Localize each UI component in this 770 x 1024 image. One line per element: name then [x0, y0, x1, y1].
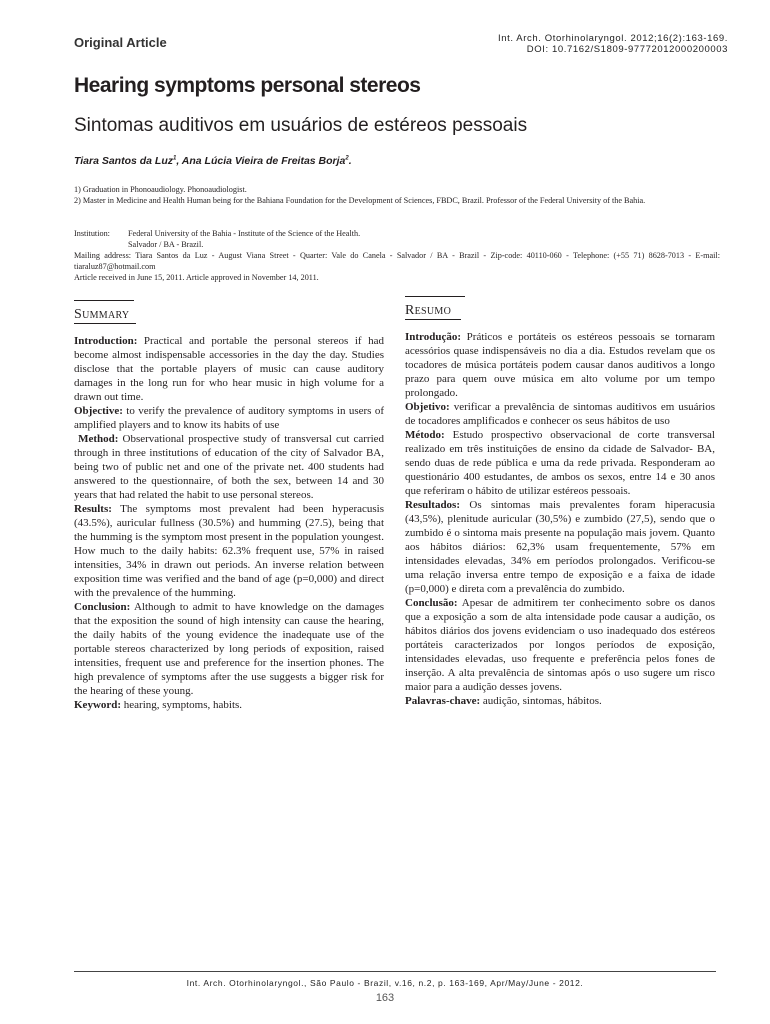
summary-introduction-text: Practical and portable the personal stereos if had become almost indispensable accessories in the day the day. Studies disclose that the portable players of music can cause auditory damages in the long run for who hear music in high volume for a drawn out time.	[74, 335, 384, 403]
resumo-introducao	[405, 330, 715, 400]
journal-citation	[498, 33, 728, 55]
summary-introduction	[74, 334, 384, 404]
resumo-metodo-label: Método:	[405, 429, 445, 441]
summary-objective-text: to verify the prevalence of auditory symptoms in users of amplified players and to know its habits of use	[74, 405, 384, 431]
resumo-resultados-text: Os sintomas mais prevalentes foram hiperacusia (43,5%), plenitude auricular (30,5%) e zumbido (27,5), sendo que o zumbido é o sintoma mais presente na população mais jovem. Quanto aos hábitos diários: 62,3% usam frequentemente, 57% em intensidades elevadas, 34% em períodos prolongados. Verificou-se uma relação inversa entre tempo de exposição e a faixa de idade (p=0,000) e direta com a prevalência do zumbido.	[405, 499, 715, 595]
resumo-introducao-text: Práticos e portáteis os estéreos pessoais se tornaram acessórios quase indispensáveis no dia a dia. Estudos revelam que os tocadores de música portáteis podem causar danos auditivos a longo prazo para quem ouve música em alto volume por um tempo prolongado.	[405, 331, 715, 399]
summary-keywords	[74, 698, 384, 712]
resumo-palavras-chave	[405, 694, 715, 708]
affiliation-1: 1) Graduation in Phonoaudiology. Phonoaudiologist.	[74, 185, 247, 194]
received-approved-dates: Article received in June 15, 2011. Article approved in November 14, 2011.	[74, 273, 319, 282]
institution-line-2: Salvador / BA - Brazil.	[128, 240, 204, 249]
summary-conclusion-text: Although to admit to have knowledge on the damages that the exposition the sound of high intensity can cause the hearing, the daily habits of the young evidence the inadequate use of the portable stereos characterized by long periods of exposition, raised intensities, frequent use and preference for the insertion phones. The high prevalence of symptoms after the use suggests a bigger risk for the hearing of these young.	[74, 601, 384, 697]
summary-conclusion-label: Conclusion:	[74, 601, 131, 613]
summary-method	[74, 432, 384, 502]
resumo-palavras-chave-label: Palavras-chave:	[405, 695, 481, 707]
resumo-conclusao-text: Apesar de admitirem ter conhecimento sobre os danos que a exposição a som de alta intensidade pode causar a audição, os hábitos diários dos jovens evidenciam o uso inadequado dos estéreos portáteis caracterizados por longos períodos de exposição, intensidades elevadas, uso frequente e preferência pelos fones de inserção. A alta prevalência de sintomas após o uso sugere um risco maior para a audição desses jovens.	[405, 597, 715, 693]
summary-results	[74, 502, 384, 600]
resumo-heading: Resumo	[405, 303, 452, 318]
footer-citation: Int. Arch. Otorhinolaryngol., São Paulo - Brazil, v.16, n.2, p. 163-169, Apr/May/June - 2012.	[186, 978, 584, 988]
resumo-objetivo	[405, 400, 715, 428]
author-1-affiliation-marker: 1	[173, 155, 177, 162]
resumo-introducao-label: Introdução:	[405, 331, 462, 343]
author-list-end: .	[348, 155, 352, 167]
resumo-metodo	[405, 428, 715, 498]
resumo-objetivo-text: verificar a prevalência de sintomas auditivos em usuários de tocadores amplificados e conhecer os seus hábitos de uso	[405, 401, 715, 427]
summary-section	[74, 300, 384, 712]
author-1: Tiara Santos da Luz	[74, 155, 173, 167]
author-separator: ,	[176, 155, 182, 167]
author-2: Ana Lúcia Vieira de Freitas Borja	[181, 155, 346, 167]
summary-results-text: The symptoms most prevalent had been hyperacusis (43.5%), auricular fullness (30.5%) and humming (27.5), being that the humming is the symptom most present in the population youngest. How much to the daily habits: 62.3% frequent use, 57% in raised intensities, 34% in drawn out periods. An inverse relation between exposition time was verified and the band of age (p=0,000) and direct with the prevalence of the humming.	[74, 503, 384, 599]
footer-rule	[74, 971, 716, 972]
resumo-resultados	[405, 498, 715, 596]
summary-body	[74, 334, 384, 712]
author-2-affiliation-marker: 2	[345, 155, 349, 162]
resumo-rule	[405, 296, 465, 297]
author-list	[74, 155, 352, 167]
institution-block	[74, 228, 720, 250]
resumo-conclusao	[405, 596, 715, 694]
summary-underline	[74, 323, 136, 324]
resumo-underline	[405, 319, 461, 320]
resumo-body	[405, 330, 715, 708]
summary-results-label: Results:	[74, 503, 112, 515]
summary-conclusion	[74, 600, 384, 698]
affiliations	[74, 184, 720, 206]
affiliation-2: 2) Master in Medicine and Health Human being for the Bahiana Foundation for the Development of Sciences, FBDC, Brazil. Professor of the Federal University of the Bahia.	[74, 196, 646, 205]
institution-label: Institution:	[74, 229, 110, 238]
resumo-resultados-label: Resultados:	[405, 499, 461, 511]
resumo-objetivo-label: Objetivo:	[405, 401, 450, 413]
page-number: 163	[375, 992, 395, 1004]
article-subtitle: Sintomas auditivos em usuários de estéreos pessoais	[74, 115, 528, 136]
summary-keywords-text: hearing, symptoms, habits.	[121, 699, 243, 711]
summary-method-label: Method:	[78, 433, 119, 445]
citation-doi: DOI: 10.7162/S1809-97772012000200003	[526, 44, 728, 55]
summary-objective	[74, 404, 384, 432]
summary-objective-label: Objective:	[74, 405, 123, 417]
summary-introduction-label: Introduction:	[74, 335, 138, 347]
summary-heading: Summary	[74, 307, 130, 322]
article-title: Hearing symptoms personal stereos	[74, 74, 421, 97]
article-type-label: Original Article	[74, 35, 167, 50]
summary-method-text: Observational prospective study of transversal cut carried through in three institutions of education of the city of Salvador BA, being two of public net and one of the private net. 400 students had answered to the questionnaire, of both the sex, between 14 and 30 years that had related the habit to use personal stereos.	[74, 433, 385, 501]
resumo-metodo-text: Estudo prospectivo observacional de corte transversal realizado em três instituições de ensino da cidade de Salvador- BA, sendo duas de rede pública e uma da rede privada. Responderam ao questionário 400 estudantes, de ambos os sexos, entre 14 e 30 anos que referiram o hábito de utilizar estéreos pessoais.	[405, 429, 715, 497]
resumo-conclusao-label: Conclusão:	[405, 597, 458, 609]
summary-rule	[74, 300, 134, 301]
summary-keywords-label: Keyword:	[74, 699, 122, 711]
institution-line-1: Federal University of the Bahia - Institute of the Science of the Health.	[128, 229, 361, 238]
mailing-block	[74, 250, 720, 283]
citation-line-1: Int. Arch. Otorhinolaryngol. 2012;16(2):163-169.	[497, 33, 728, 44]
mailing-address: Mailing address: Tiara Santos da Luz - August Viana Street - Quarter: Vale do Canela - Salvador / BA - Brazil - Zip-code: 40110-060 - Telephone: (+55 71) 8628-7013 - E-mail: tiaraluz87@hotmail.com	[74, 251, 720, 271]
resumo-section	[405, 296, 715, 708]
resumo-palavras-chave-text: audição, sintomas, hábitos.	[480, 695, 602, 707]
